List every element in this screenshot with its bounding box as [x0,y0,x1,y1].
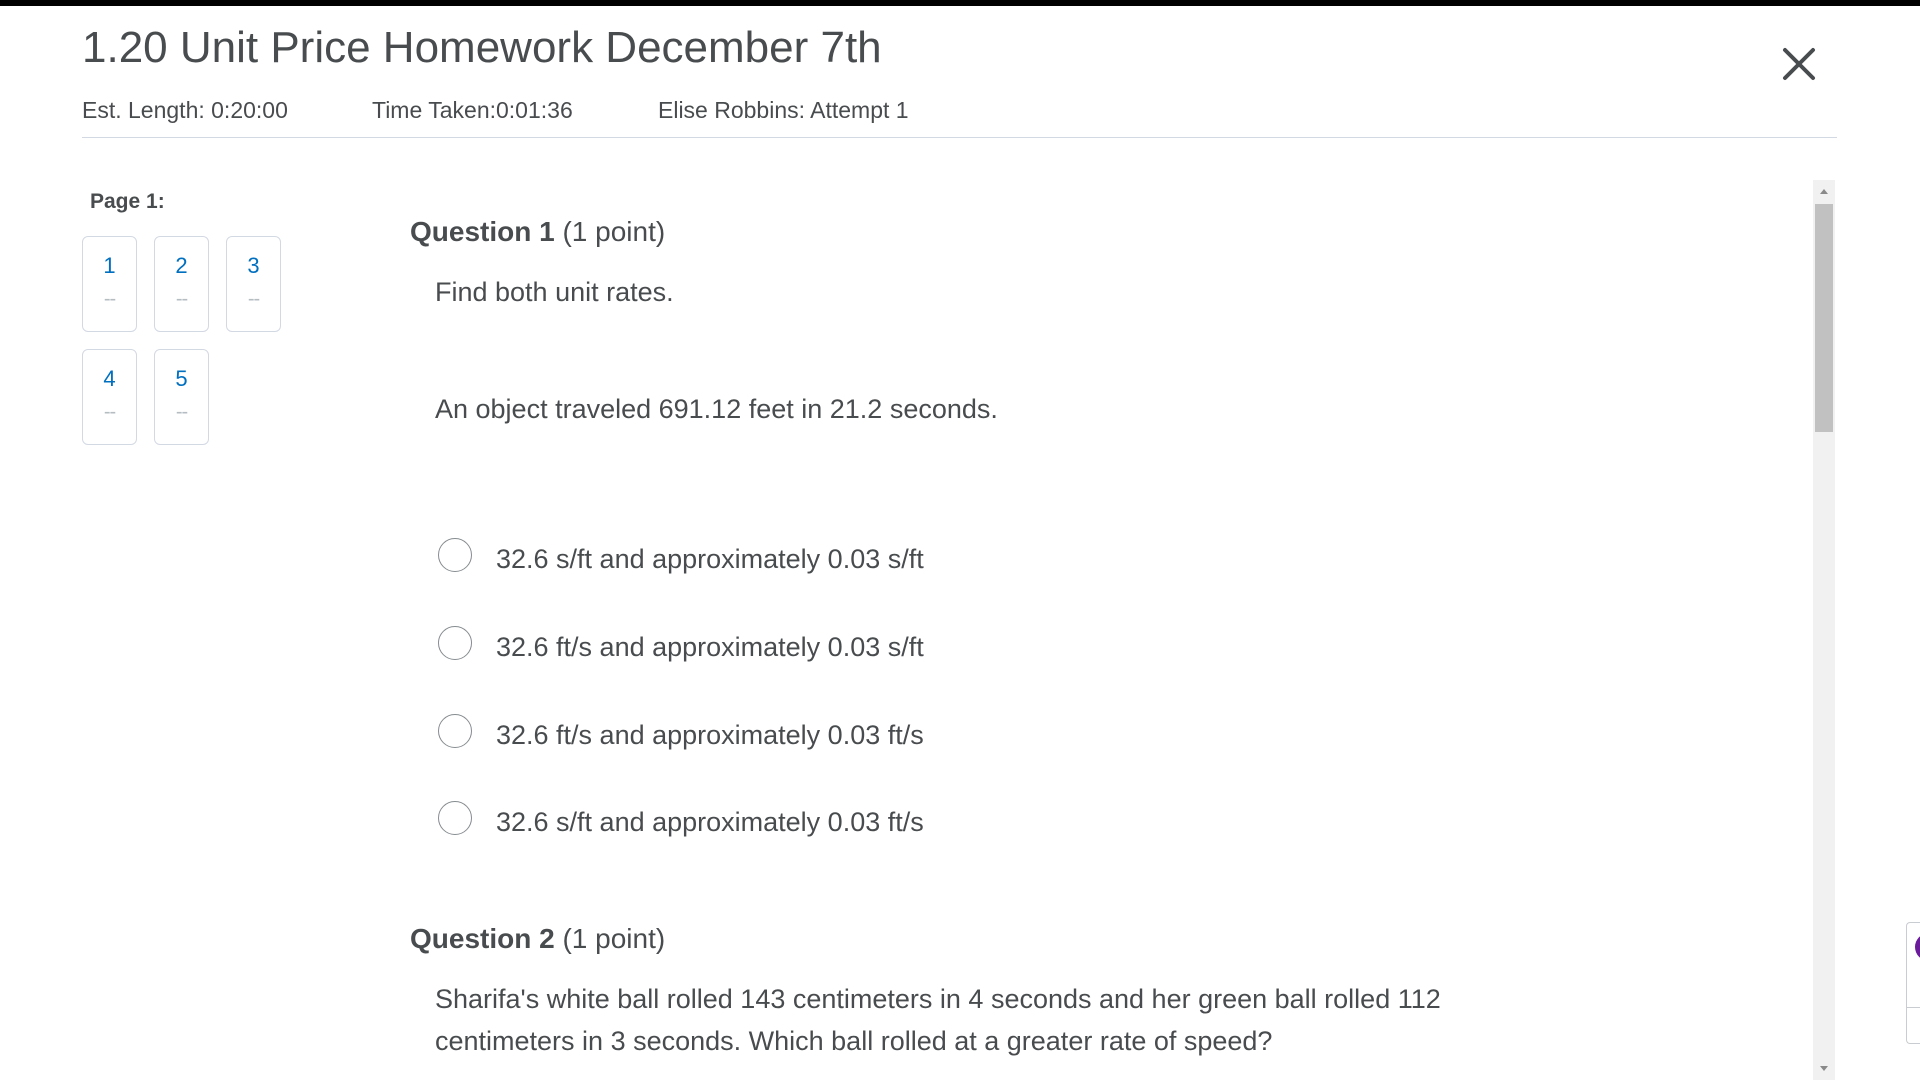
widget-divider [1907,1007,1920,1008]
side-help-widget[interactable] [1906,922,1920,1044]
question-2-prompt-line-1: Sharifa's white ball rolled 143 centimeters in 4 seconds and her green ball rolled 112 [435,984,1441,1014]
close-icon[interactable] [1779,44,1819,84]
page-label: Page 1: [90,190,165,213]
question-nav-5[interactable] [154,349,209,445]
radio-button[interactable] [438,714,472,748]
chevron-down-icon [1813,1058,1835,1078]
question-nav-status: -- [103,288,116,310]
question-nav-status: -- [175,401,188,423]
question-nav-4[interactable] [82,349,137,445]
question-nav-1[interactable] [82,236,137,332]
option-label: 32.6 ft/s and approximately 0.03 s/ft [496,632,924,662]
attempt-info: Elise Robbins: Attempt 1 [658,97,909,123]
question-nav-number: 2 [175,253,188,278]
question-nav-status: -- [247,288,260,310]
scroll-down-arrow[interactable] [1813,1058,1835,1078]
radio-button[interactable] [438,538,472,572]
top-bar [0,0,1920,6]
question-nav-number: 4 [103,366,116,391]
scroll-up-arrow[interactable] [1813,182,1835,202]
close-button[interactable] [1779,44,1819,84]
question-1-title: Question 1 [410,216,555,247]
chevron-up-icon [1813,182,1835,202]
chat-bubble-icon [1915,933,1920,961]
radio-button[interactable] [438,626,472,660]
question-2-heading [410,922,665,956]
question-nav-3[interactable] [226,236,281,332]
question-1-heading [410,215,665,249]
question-1-points: (1 point) [562,216,666,247]
header-divider [82,137,1837,138]
question-1-detail: An object traveled 691.12 feet in 21.2 seconds. [435,394,998,424]
scrollbar-thumb[interactable] [1815,204,1833,432]
question-2-prompt-line-2: centimeters in 3 seconds. Which ball rolled at a greater rate of speed? [435,1026,1273,1056]
question-nav-number: 5 [175,366,188,391]
time-taken: Time Taken:0:01:36 [372,97,573,123]
question-nav-status: -- [175,288,188,310]
question-nav-number: 1 [103,253,116,278]
est-length: Est. Length: 0:20:00 [82,97,288,123]
page-title: 1.20 Unit Price Homework December 7th [82,23,882,72]
question-nav-2[interactable] [154,236,209,332]
question-2-title: Question 2 [410,923,555,954]
question-nav-status: -- [103,401,116,423]
question-nav-number: 3 [247,253,260,278]
option-label: 32.6 ft/s and approximately 0.03 ft/s [496,720,924,750]
option-label: 32.6 s/ft and approximately 0.03 ft/s [496,807,924,837]
question-1-prompt: Find both unit rates. [435,277,674,307]
question-2-points: (1 point) [562,923,666,954]
radio-button[interactable] [438,801,472,835]
option-label: 32.6 s/ft and approximately 0.03 s/ft [496,544,924,574]
